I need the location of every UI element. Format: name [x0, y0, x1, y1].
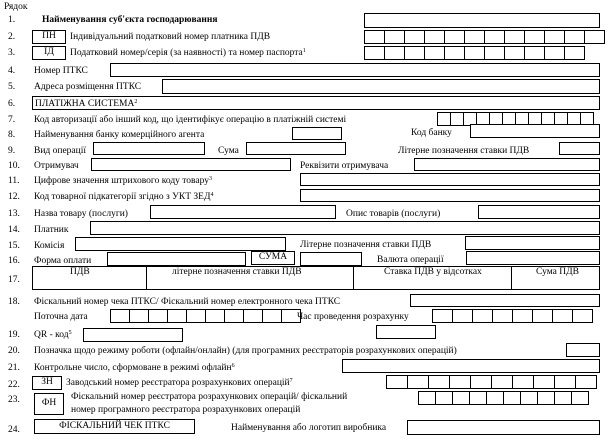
vat-table-divider	[511, 266, 512, 290]
field-payment-time-cells[interactable]	[432, 309, 592, 323]
row-23-label: Фіскальний номер реєстратора розрахункових операцій/ фіскальний	[71, 392, 348, 402]
row-number: 10.	[8, 161, 20, 171]
row-24-label: Найменування або логотип виробника	[231, 423, 387, 433]
row-number: 16.	[8, 256, 20, 266]
row-16-currency-label: Валюта операції	[377, 255, 444, 265]
row-1-label: Найменування суб'єкта господарювання	[42, 15, 218, 25]
vat-col-sum: Сума ПДВ	[536, 267, 579, 277]
row-19-label: QR - код$^5$	[34, 330, 72, 340]
row-number: 15.	[8, 241, 20, 251]
row-15-label: Комісія	[34, 241, 65, 251]
code-box-pn: ПН	[32, 30, 66, 44]
vat-table-divider	[146, 266, 147, 290]
row-21-label: Контрольне число, сформоване в режимі офлайн$^6$	[34, 363, 235, 373]
row-8-label: Найменування банку комерційного агента	[34, 130, 205, 140]
field-recipient-details[interactable]	[414, 158, 600, 171]
row-6-label: ПЛАТІЖНА СИСТЕМА$^2$	[35, 99, 138, 109]
field-tax-number-cells[interactable]	[364, 46, 584, 60]
row-18-label: Фіскальний номер чека ПТКС/ Фіскальний номер електронного чека ПТКС	[34, 297, 341, 307]
field-qr-code-extra[interactable]	[376, 325, 436, 339]
field-qr-code[interactable]	[83, 328, 183, 342]
row-23-label-line2: номер програмного реєстратора розрахункових операцій	[71, 405, 301, 415]
field-commission-vat-letter[interactable]	[465, 236, 600, 250]
row-header-label: Рядок	[4, 2, 28, 12]
row-20-label: Позначка щодо режиму роботи (офлайн/онлайн) (для програмних реєстраторів розрахункових операцій)	[34, 346, 457, 356]
row-9-vat-letter-label: Літерне позначення ставки ПДВ	[398, 146, 530, 156]
field-serial-number-cells[interactable]	[386, 375, 596, 389]
row-number: 7.	[8, 115, 16, 125]
row-8-bank-code-label: Код банку	[411, 128, 452, 138]
row-22-label: Заводський номер реєстратора розрахункових операцій$^7$	[66, 378, 293, 388]
row-9-label: Вид операції	[34, 146, 87, 156]
row-number: 1.	[8, 15, 16, 25]
sum-label-box: СУМА	[251, 251, 295, 265]
vat-col-letter: літерне позначення ставки ПДВ	[172, 267, 302, 277]
field-manufacturer[interactable]	[407, 420, 600, 435]
row-number: 3.	[8, 48, 16, 58]
row-number: 5.	[8, 82, 16, 92]
field-vat-letter[interactable]	[559, 142, 600, 155]
row-2-label: Індивідуальний податковий номер платника ПДВ	[70, 32, 271, 42]
field-total-sum[interactable]	[300, 252, 362, 266]
row-number: 4.	[8, 66, 16, 76]
row-9-sum-label: Сума	[218, 146, 239, 156]
row-10-label: Отримувач	[34, 161, 79, 171]
row-number: 23.	[8, 395, 20, 405]
row-10-details-label: Реквізити отримувача	[300, 161, 389, 171]
row-number: 13.	[8, 209, 20, 219]
row-number: 20.	[8, 346, 20, 356]
row-12-label: Код товарної підкатегорії згідно з УКТ ЗЕД$^4$	[34, 192, 214, 202]
vat-table	[32, 266, 600, 290]
row-number: 17.	[8, 275, 20, 285]
field-vat-number-cells[interactable]	[364, 30, 604, 44]
field-goods-name[interactable]	[150, 205, 336, 219]
row-number: 18.	[8, 297, 20, 307]
field-fiscal-number-cells[interactable]	[418, 391, 588, 405]
field-goods-description[interactable]	[478, 205, 600, 219]
field-operation-sum[interactable]	[246, 142, 346, 155]
field-ukt-zed-code[interactable]	[300, 189, 600, 202]
field-operation-type[interactable]	[93, 142, 205, 155]
field-bank-code[interactable]	[470, 124, 600, 138]
row-4-label: Номер ПТКС	[34, 66, 88, 76]
field-currency[interactable]	[466, 251, 600, 265]
code-box-zn: ЗН	[32, 376, 62, 390]
vat-col-rate: Ставка ПДВ у відсотках	[384, 267, 482, 277]
row-number: 8.	[8, 130, 16, 140]
row-number: 2.	[8, 32, 16, 42]
row-number: 6.	[8, 99, 16, 109]
field-agent-bank-name[interactable]	[292, 127, 342, 140]
vat-table-title: ПДВ	[70, 267, 90, 277]
row-18-date-label: Поточна дата	[34, 312, 88, 322]
field-ptks-number[interactable]	[110, 63, 600, 77]
row-number: 21.	[8, 363, 20, 373]
field-barcode[interactable]	[300, 173, 600, 186]
row-3-label: Податковий номер/серія (за наявності) та номер паспорта$^1$	[70, 48, 306, 58]
row-11-label: Цифрове значення штрихового коду товару$^3$	[34, 176, 213, 186]
field-recipient[interactable]	[91, 158, 291, 171]
code-box-fn: ФН	[34, 393, 64, 415]
field-work-mode[interactable]	[566, 343, 600, 357]
row-16-label: Форма оплати	[34, 256, 92, 266]
row-7-label: Код авторизації або інший код, що ідентифікує операцію в платіжній системі	[34, 115, 347, 125]
row-14-label: Платник	[34, 225, 69, 235]
field-payer[interactable]	[90, 221, 600, 235]
code-box-id: ІД	[32, 46, 66, 60]
row-number: 24.	[8, 425, 20, 435]
row-number: 11.	[8, 176, 20, 186]
row-18-time-label: Час проведення розрахунку	[297, 312, 409, 322]
row-number: 14.	[8, 225, 20, 235]
row-5-label: Адреса розміщення ПТКС	[34, 82, 142, 92]
field-control-number[interactable]	[342, 359, 600, 373]
fiscal-check-title-box: ФІСКАЛЬНИЙ ЧЕК ПТКС	[34, 419, 195, 434]
field-commission[interactable]	[75, 237, 286, 251]
row-15-vat-letter-label: Літерне позначення ставки ПДВ	[300, 240, 432, 250]
vat-table-divider	[353, 266, 354, 290]
field-ptks-address[interactable]	[162, 79, 600, 94]
row-number: 12.	[8, 192, 20, 202]
row-number: 22.	[8, 380, 20, 390]
row-13-label: Назва товару (послуги)	[34, 209, 128, 219]
field-current-date-cells[interactable]	[110, 309, 300, 323]
field-fiscal-check-number[interactable]	[410, 294, 600, 307]
field-payment-form[interactable]	[107, 252, 246, 266]
row-13-description-label: Опис товарів (послуги)	[346, 209, 441, 219]
row-number: 19.	[8, 330, 20, 340]
field-entity-name[interactable]	[364, 13, 600, 28]
row-number: 9.	[8, 146, 16, 156]
